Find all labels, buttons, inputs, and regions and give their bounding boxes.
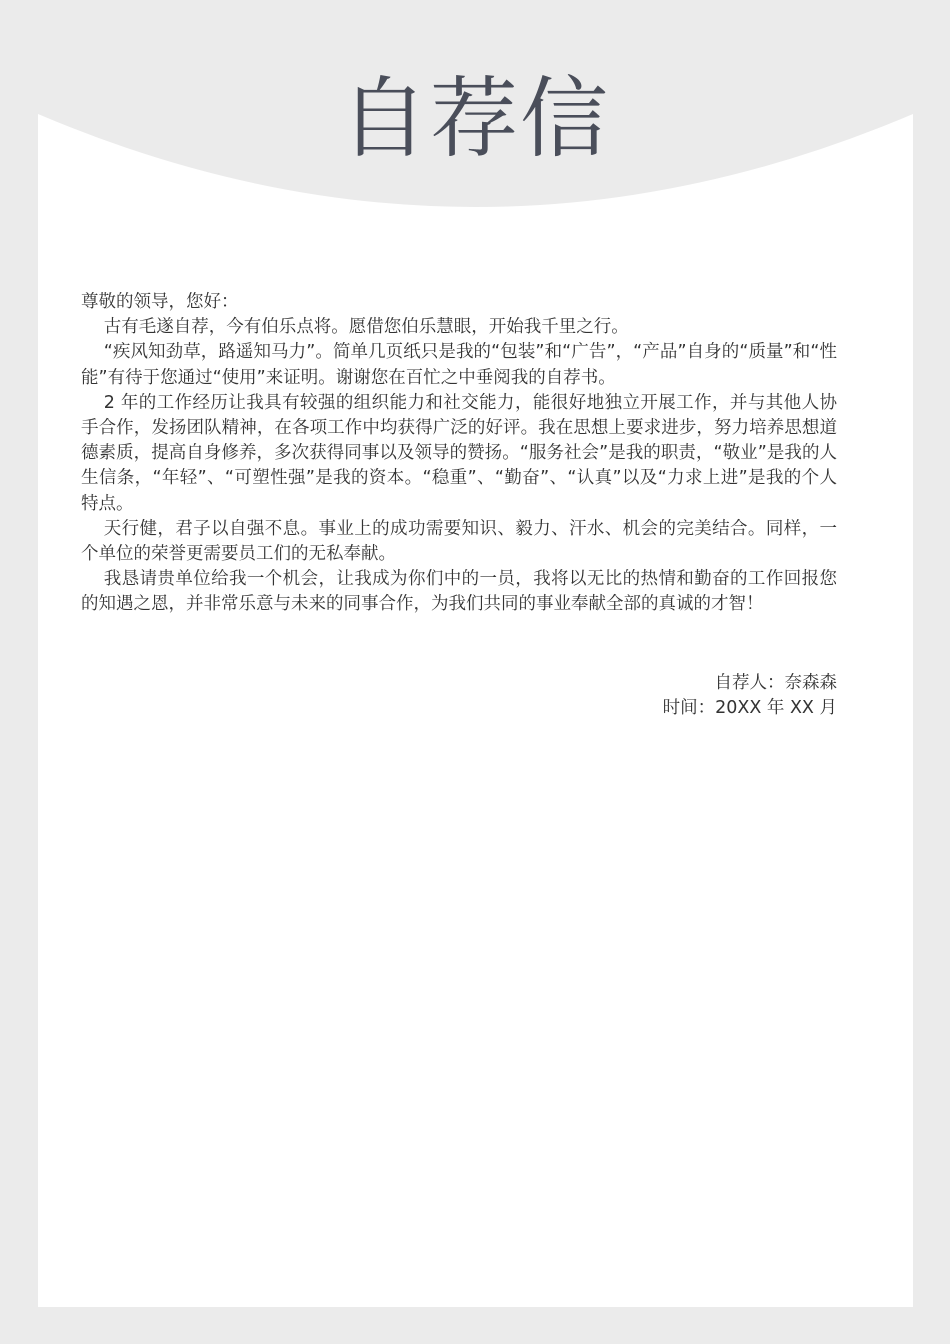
letter-body <box>81 290 837 618</box>
signature-block <box>81 671 837 721</box>
page-title: 自荐信 <box>339 67 610 170</box>
paragraph: 天行健，君子以自强不息。事业上的成功需要知识、毅力、汗水、机会的完美结合。同样，一个单位的荣誉更需要员工们的无私奉献。 <box>81 518 837 565</box>
paragraph: 2 年的工作经历让我具有较强的组织能力和社交能力，能很好地独立开展工作，并与其他人协手合作，发扬团队精神，在各项工作中均获得广泛的好评。我在思想上要求进步，努力培养思想道德素质，提高自身修养，多次获得同事以及领导的赞扬。“服务社会”是我的职责，“敬业”是我的人生信条，“年轻”、“可塑性强”是我的资本。“稳重”、“勤奋”、“认真”以及“力求上进”是我的个人特点。 <box>81 392 837 514</box>
salutation: 尊敬的领导，您好： <box>81 292 239 312</box>
paragraph: “疾风知劲草，路遥知马力”。简单几页纸只是我的“包装”和“广告”，“产品”自身的“质量”和“性能”有待于您通过“使用”来证明。谢谢您在百忙之中垂阅我的自荐书。 <box>81 342 837 388</box>
signature-date: 时间：20XX 年 XX 月 <box>662 698 837 719</box>
signature-author: 自荐人：奈森森 <box>714 673 837 693</box>
paragraph: 古有毛遂自荐，今有伯乐点将。愿借您伯乐慧眼，开始我千里之行。 <box>103 317 629 338</box>
paragraph: 我恳请贵单位给我一个机会，让我成为你们中的一员，我将以无比的热情和勤奋的工作回报您的知遇之恩，并非常乐意与未来的同事合作，为我们共同的事业奉献全部的真诚的才智！ <box>81 569 837 615</box>
